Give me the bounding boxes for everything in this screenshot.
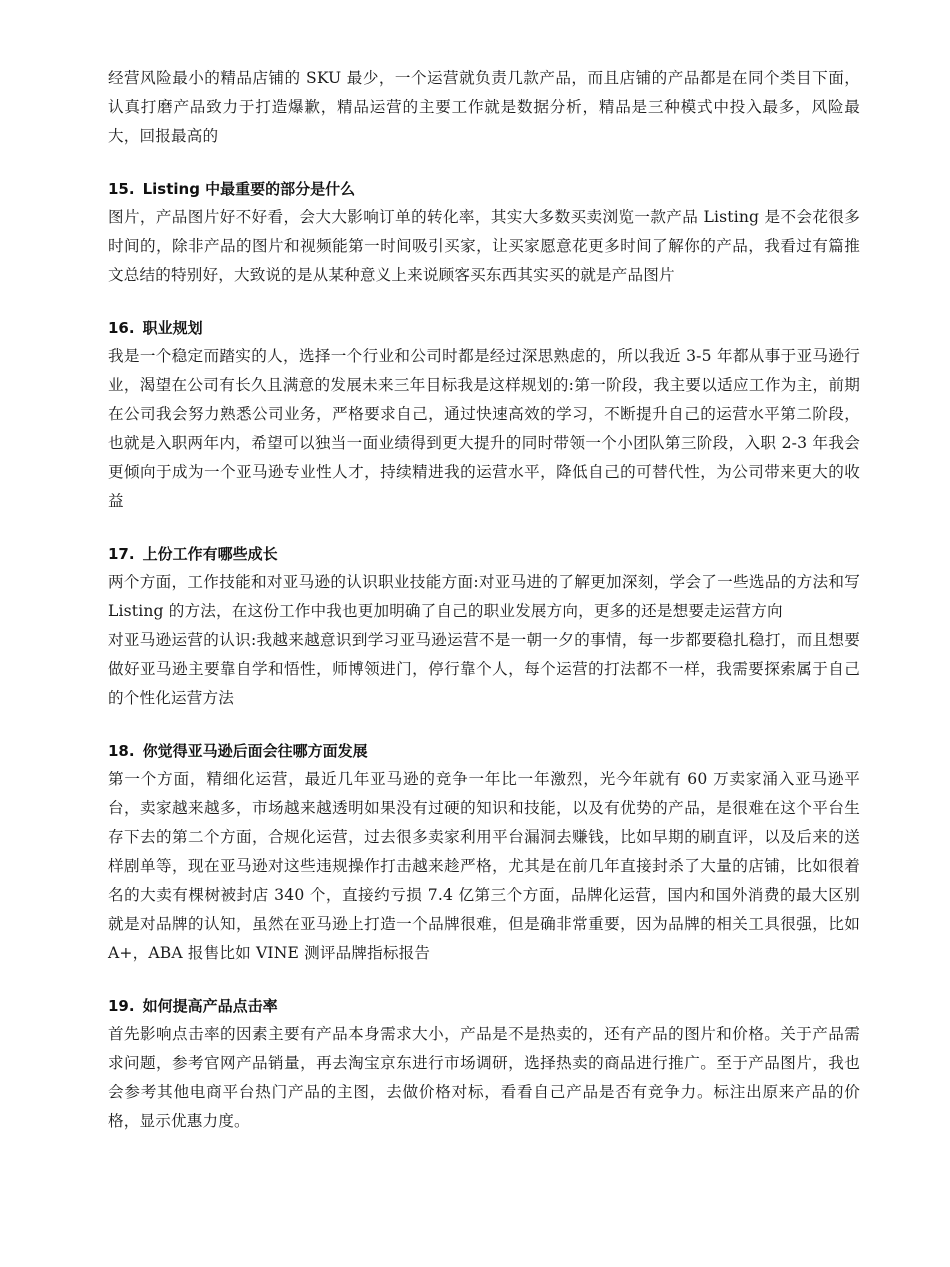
intro-block xyxy=(108,64,860,151)
section-paragraph: 第一个方面，精细化运营，最近几年亚马逊的竞争一年比一年激烈，光今年就有 60 万卖家涌入亚马逊平台，卖家越来越多，市场越来越透明如果没有过硬的知识和技能，以及有优势的产品，是很难在这个平台生存下去的第二个方面，合规化运营，过去很多卖家利用平台漏洞去赚钱，比如早期的刷直评，以及后来的送样剧单等，现在亚马逊对这些违规操作打击越来趁严格，尤其是在前几年直接封杀了大量的店铺，比如很着名的大卖有棵树被封店 340 个，直接约亏损 7.4 亿第三个方面，品牌化运营，国内和国外消费的最大区别就是对品牌的认知，虽然在亚马逊上打造一个品牌很难，但是确非常重要，因为品牌的相关工具很强，比如 A+，ABA 报售比如 VINE 测评品牌指标报告 xyxy=(108,770,860,962)
section-16 xyxy=(108,314,860,516)
section-paragraph: 我是一个稳定而踏实的人，选择一个行业和公司时都是经过深思熟虑的，所以我近 3-5 年都从事于亚马逊行业，渴望在公司有长久且满意的发展未来三年目标我是这样规划的:第一阶段，我主要以适应工作为主，前期在公司我会努力熟悉公司业务，严格要求自己，通过快速高效的学习，不断提升自己的运营水平第二阶段，也就是入职两年内，希望可以独当一面业绩得到更大提升的同时带领一个小团队第三阶段，入职 2-3 年我会更倾向于成为一个亚马逊专业性人才，持续精进我的运营水平，降低自己的可替代性，为公司带来更大的收益 xyxy=(108,347,860,510)
section-paragraph: 图片，产品图片好不好看，会大大影响订单的转化率，其实大多数买卖浏览一款产品 Listing 是不会花很多时间的，除非产品的图片和视频能第一时间吸引买家，让买家愿意花更多时间了解你的产品，我看过有篇推文总结的特别好，大致说的是从某种意义上来说顾客买东西其实买的就是产品图片 xyxy=(108,208,860,284)
section-title: 职业规划 xyxy=(142,319,203,337)
section-17 xyxy=(108,540,860,713)
document-page xyxy=(108,64,860,1136)
section-heading xyxy=(108,540,860,568)
section-paragraph: 对亚马逊运营的认识:我越来越意识到学习亚马逊运营不是一朝一夕的事情，每一步都要稳扎稳打，而且想要做好亚马逊主要靠自学和悟性，师博领进门，停行靠个人，每个运营的打法都不一样，我需要探索属于自己的个性化运营方法 xyxy=(108,631,860,707)
section-heading xyxy=(108,175,860,203)
section-19 xyxy=(108,992,860,1136)
section-title: 如何提高产品点击率 xyxy=(142,997,278,1015)
section-heading xyxy=(108,992,860,1020)
section-paragraph: 两个方面，工作技能和对亚马逊的认识职业技能方面:对亚马进的了解更加深刻，学会了一些选品的方法和写 Listing 的方法，在这份工作中我也更加明确了自己的职业发展方向，更多的还是想要走运营方向 xyxy=(108,573,860,620)
section-number: 18. xyxy=(108,742,135,760)
section-number: 19. xyxy=(108,997,135,1015)
section-heading xyxy=(108,314,860,342)
section-18 xyxy=(108,737,860,968)
section-number: 15. xyxy=(108,180,135,198)
section-title: 上份工作有哪些成长 xyxy=(142,545,278,563)
section-heading xyxy=(108,737,860,765)
section-title: Listing 中最重要的部分是什么 xyxy=(142,180,356,198)
section-number: 17. xyxy=(108,545,135,563)
section-number: 16. xyxy=(108,319,135,337)
section-title: 你觉得亚马逊后面会往哪方面发展 xyxy=(142,742,368,760)
intro-paragraph: 经营风险最小的精品店铺的 SKU 最少，一个运营就负责几款产品，而且店铺的产品都是在同个类目下面，认真打磨产品致力于打造爆歉，精品运营的主要工作就是数据分析，精品是三种模式中投入最多，风险最大，回报最高的 xyxy=(108,69,860,145)
section-15 xyxy=(108,175,860,290)
section-paragraph: 首先影响点击率的因素主要有产品本身需求大小，产品是不是热卖的，还有产品的图片和价格。关于产品需求问题，参考官网产品销量，再去淘宝京东进行市场调研，选择热卖的商品进行推广。至于产品图片，我也会参考其他电商平台热门产品的主图，去做价格对标，看看自己产品是否有竞争力。标注出原来产品的价格，显示优惠力度。 xyxy=(108,1025,860,1130)
